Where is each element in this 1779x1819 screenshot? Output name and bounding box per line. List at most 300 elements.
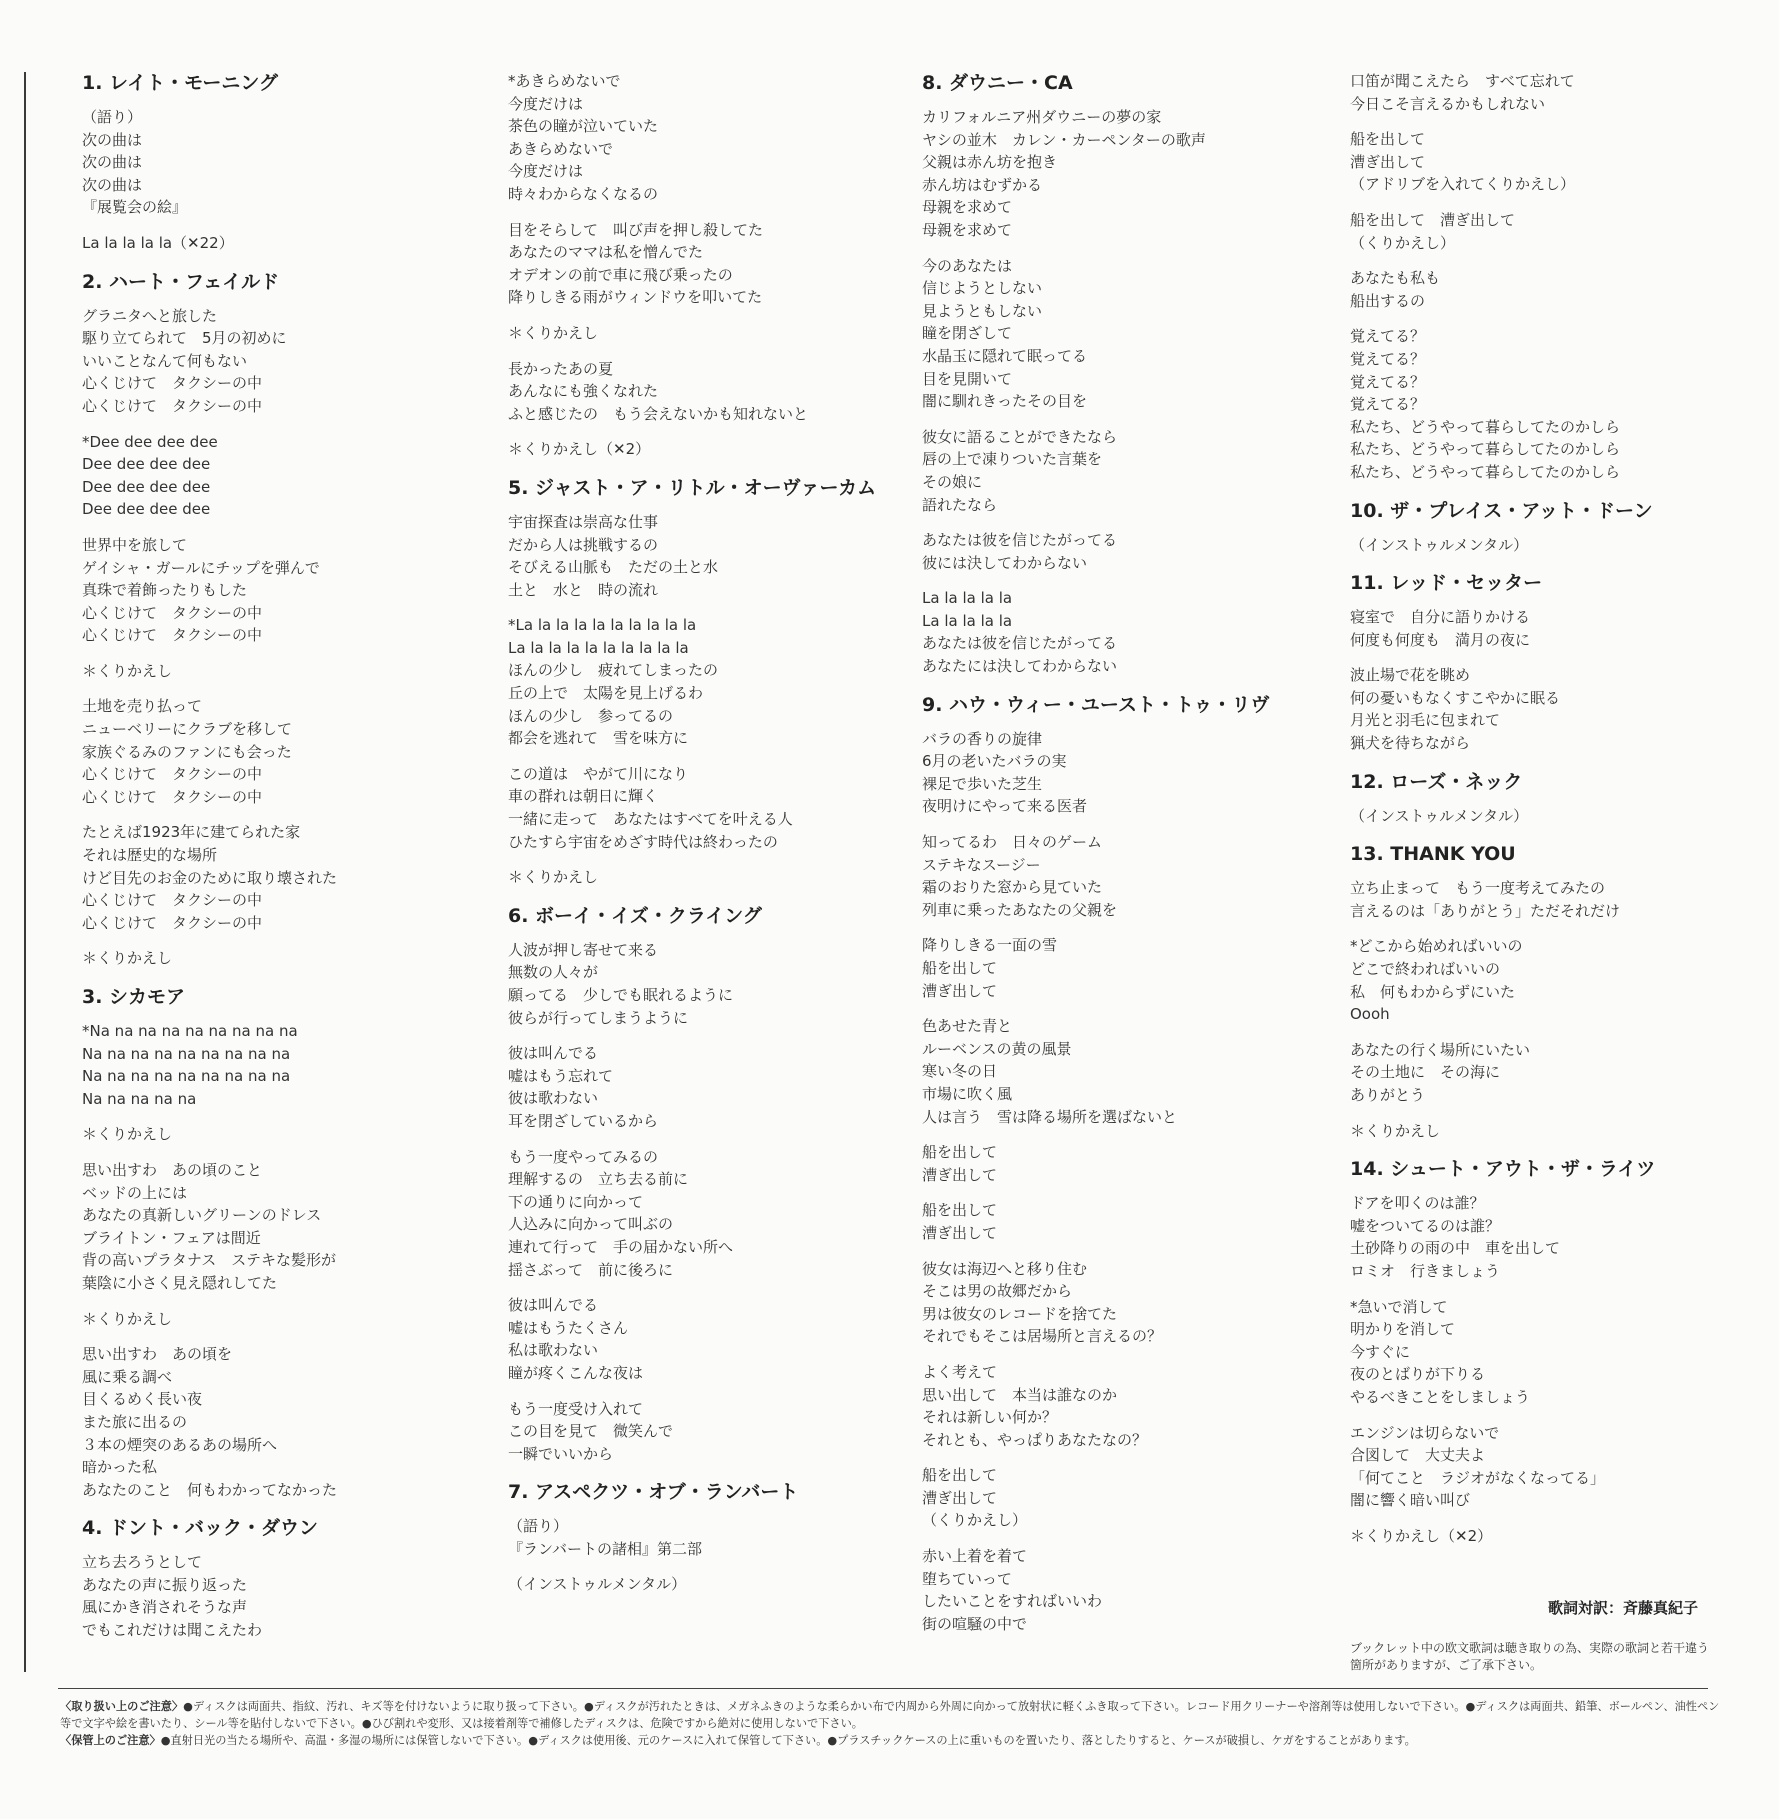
lyric-line: ＊くりかえし	[82, 661, 173, 680]
lyric-stanza	[82, 695, 482, 808]
lyric-line: （くりかえし）	[1350, 233, 1456, 252]
lyric-line: （くりかえし）	[922, 1511, 1028, 1530]
lyric-line: オデオンの前で車に飛び乗ったの	[508, 265, 733, 284]
lyric-line: 信じようとしない	[922, 279, 1043, 298]
lyric-line: そこは男の故郷だから	[922, 1282, 1073, 1301]
lyric-line: 一瞬でいいから	[508, 1444, 614, 1463]
lyric-line: だから人は挑戦するの	[508, 535, 659, 554]
care-notes	[60, 1698, 1725, 1749]
lyric-stanza	[922, 255, 1322, 413]
lyric-line: ＊くりかえし	[82, 949, 173, 968]
lyric-stanza	[1350, 267, 1750, 312]
lyric-line: 今のあなたは	[922, 256, 1013, 275]
lyric-line: 堕ちていって	[922, 1569, 1012, 1588]
lyric-line: 車の群れは朝日に輝く	[508, 787, 659, 806]
lyric-line: あんなにも強くなれた	[508, 382, 659, 401]
lyric-line: La la la la la	[922, 611, 1013, 630]
lyric-stanza	[508, 219, 908, 309]
song-block	[1350, 769, 1750, 828]
lyric-stanza	[922, 831, 1322, 921]
lyric-line: ゲイシャ・ガールにチップを弾んで	[82, 558, 320, 577]
lyric-line: 葉陰に小さく見え隠れしてた	[82, 1273, 278, 1292]
lyric-line: それは歴史的な場所	[82, 846, 218, 865]
song-block	[1350, 498, 1750, 557]
lyric-line: その娘に	[922, 472, 983, 491]
lyric-stanza	[82, 1159, 482, 1295]
lyric-line: 船を出して	[1350, 130, 1426, 149]
lyric-line: ふと感じたの もう会えないかも知れないと	[508, 404, 809, 423]
lyric-line: あなたの行く場所にいたい	[1350, 1040, 1531, 1059]
lyric-stanza	[508, 322, 908, 345]
lyric-stanza	[1350, 877, 1750, 922]
lyric-line: ドアを叩くのは誰？	[1350, 1194, 1485, 1213]
lyric-line: 漕ぎ出して	[922, 1488, 998, 1507]
lyric-line: 闇に馴れきったその目を	[922, 392, 1088, 411]
lyric-line: 船出するの	[1350, 291, 1426, 310]
lyric-stanza	[922, 1545, 1322, 1635]
lyric-stanza	[1350, 805, 1750, 828]
lyric-line: （語り）	[508, 1517, 569, 1536]
song-title: 8. ダウニー・CA	[922, 72, 1073, 94]
lyric-stanza	[82, 1551, 482, 1641]
lyric-line: また旅に出るの	[82, 1412, 188, 1431]
lyric-line: よく考えて	[922, 1362, 998, 1381]
lyric-line: *どこから始めればいいの	[1350, 937, 1523, 956]
lyric-line: Oooh	[1350, 1005, 1390, 1024]
lyric-line: 漕ぎ出して	[922, 1165, 998, 1184]
storage-note	[60, 1732, 1725, 1749]
lyric-line: 立ち止まって もう一度考えてみたの	[1350, 879, 1606, 898]
lyric-stanza	[1350, 606, 1750, 651]
lyric-line: ほんの少し 疲れてしまったの	[508, 661, 719, 680]
song-block	[1350, 70, 1750, 484]
lyric-line: （語り）	[82, 108, 143, 126]
lyric-line: *あきらめないで	[508, 72, 621, 90]
lyric-line: 下の通りに向かって	[508, 1192, 644, 1211]
lyric-line: 背の高いプラタナス ステキな髪形が	[82, 1251, 336, 1270]
lyric-line: 心くじけて タクシーの中	[82, 374, 263, 393]
lyric-line: いいことなんて何もない	[82, 351, 248, 370]
lyric-line: 男は彼女のレコードを捨てた	[922, 1304, 1118, 1323]
lyric-line: 明かりを消して	[1350, 1320, 1456, 1339]
lyric-line: ベッドの上には	[82, 1183, 188, 1202]
song-title: 3. シカモア	[82, 986, 186, 1008]
lyric-line: 夜明けにやって来る医者	[922, 797, 1088, 816]
lyric-stanza	[82, 947, 482, 970]
lyric-line: あなたは彼を信じたがってる	[922, 634, 1118, 653]
lyric-stanza	[82, 232, 482, 255]
lyric-line: 今すぐに	[1350, 1342, 1411, 1361]
lyric-line: ブライトン・フェアは間近	[82, 1228, 261, 1247]
lyric-stanza	[922, 1361, 1322, 1451]
lyric-line: 漕ぎ出して	[922, 1223, 998, 1242]
bottom-divider	[58, 1688, 1708, 1689]
lyric-line: La la la la la la la la la la	[508, 638, 689, 657]
lyric-stanza	[922, 1199, 1322, 1244]
lyric-line: 目を見開いて	[922, 369, 1013, 388]
lyric-line: 土と 水と 時の流れ	[508, 580, 659, 599]
lyric-line: 心くじけて タクシーの中	[82, 603, 263, 622]
lyric-line: Dee dee dee dee	[82, 455, 211, 474]
lyric-line: 長かったあの夏	[508, 359, 614, 378]
song-block	[82, 269, 482, 970]
lyric-stanza	[82, 821, 482, 934]
lyric-line: 嘘はもうたくさん	[508, 1318, 629, 1337]
lyric-stanza	[508, 70, 908, 206]
lyric-stanza	[508, 1294, 908, 1384]
lyric-stanza	[82, 1343, 482, 1501]
lyric-line: 漕ぎ出して	[922, 981, 998, 1000]
lyric-line: 耳を閉ざしているから	[508, 1111, 659, 1130]
lyric-line: 水晶玉に隠れて眠ってる	[922, 346, 1088, 365]
lyric-line: 目くるめく長い夜	[82, 1390, 203, 1409]
lyric-line: ＊くりかえし	[82, 1309, 173, 1328]
lyric-line: 赤ん坊はむずかる	[922, 175, 1043, 194]
lyric-stanza	[922, 728, 1322, 818]
lyric-line: Dee dee dee dee	[82, 500, 211, 519]
lyric-line: 月光と羽毛に包まれて	[1350, 711, 1501, 730]
lyric-line: 土地を売り払って	[82, 697, 203, 716]
song-block	[82, 70, 482, 255]
column-3	[922, 70, 1322, 1649]
lyric-line: 風に乗る調べ	[82, 1367, 173, 1386]
lyric-stanza	[1350, 70, 1750, 115]
lyric-line: La la la la la（✕22）	[82, 233, 234, 252]
lyric-stanza	[922, 1258, 1322, 1348]
lyric-line: 覚えてる？	[1350, 395, 1426, 414]
lyric-line: バラの香りの旋律	[922, 729, 1043, 748]
lyric-line: 願ってる 少しでも眠れるように	[508, 986, 734, 1004]
lyric-line: したいことをすればいいわ	[922, 1592, 1103, 1611]
lyric-line: 風にかき消されそうな声	[82, 1598, 248, 1617]
lyric-line: 列車に乗ったあなたの父親を	[922, 900, 1118, 919]
storage-text: ●直射日光の当たる場所や、高温・多湿の場所には保管しないで下さい。●ディスクは使用後、元のケースに入れて保管して下さい。●プラスチックケースの上に重いものを置いたり、落としたりすると、ケースが破損し、ケガをすることがあります。	[160, 1734, 1416, 1747]
translation-credit: 歌詞対訳：斉藤真紀子	[1548, 1599, 1699, 1617]
column-4	[1350, 70, 1750, 1562]
lyric-line: 次の曲は	[82, 130, 143, 149]
handling-text: ●ディスクは両面共、指紋、汚れ、キズ等を付けないように取り扱って下さい。●ディスクが汚れたときは、メガネふきのような柔らかい布で内周から外周に向かって放射状に軽くふき取って下さい。レコード用クリーナーや溶剤等は使用しないで下さい。●ディスクは両面共、鉛筆、ボールペン、油性ペン等で文字や絵を書いたり、シール等を貼付しないで下さい。●ひび割れや変形、又は接着剤等で補修したディスクは、危険ですから絶対に使用しないで下さい。	[60, 1700, 1720, 1730]
song-title: 5. ジャスト・ア・リトル・オーヴァーカム	[508, 476, 877, 499]
lyric-line: （インストゥルメンタル）	[508, 1575, 687, 1594]
lyric-line: 思い出すわ あの頃を	[82, 1345, 233, 1364]
lyric-line: ありがとう	[1350, 1086, 1426, 1104]
lyric-line: ＊くりかえし（✕2）	[1350, 1526, 1493, 1545]
lyric-line: 色あせた青と	[922, 1017, 1013, 1036]
lyric-line: 裸足で歩いた芝生	[922, 774, 1043, 793]
song-title: 13. THANK YOU	[1350, 843, 1516, 866]
lyric-line: 揺さぶって 前に後ろに	[508, 1260, 674, 1279]
lyric-line: 降りしきる雨がウィンドウを叩いてた	[508, 288, 763, 307]
lyric-line: 言えるのは「ありがとう」ただそれだけ	[1350, 901, 1621, 920]
lyric-line: この道は やがて川になり	[508, 764, 689, 783]
lyric-line: 彼は叫んでる	[508, 1044, 599, 1063]
lyric-line: *Dee dee dee dee	[82, 432, 218, 451]
lyric-line: 嘘をついてるのは誰？	[1350, 1216, 1501, 1235]
lyric-stanza	[508, 1573, 908, 1596]
lyric-line: 何の憂いもなくすこやかに眠る	[1350, 688, 1561, 707]
song-block	[82, 1515, 482, 1641]
lyric-line: 立ち去ろうとして	[82, 1553, 203, 1572]
lyric-line: 次の曲は	[82, 175, 143, 194]
lyric-line: もう一度やってみるの	[508, 1147, 659, 1166]
lyric-line: 連れて行って 手の届かない所へ	[508, 1237, 734, 1256]
lyric-line: 瞳が疼くこんな夜は	[508, 1363, 644, 1382]
lyric-line: （インストゥルメンタル）	[1350, 806, 1529, 825]
song-title: 2. ハート・フェイルド	[82, 270, 280, 293]
lyric-line: 霜のおりた窓から見ていた	[922, 878, 1103, 897]
lyric-line: 心くじけて タクシーの中	[82, 626, 263, 645]
lyric-line: エンジンは切らないで	[1350, 1423, 1500, 1442]
lyric-line: 船を出して	[922, 1201, 998, 1220]
song-block	[508, 475, 908, 889]
lyric-line: 一緒に走って あなたはすべてを叶える人	[508, 810, 793, 829]
lyric-line: 何度も何度も 満月の夜に	[1350, 630, 1531, 649]
lyric-line: ＊くりかえし	[508, 868, 599, 887]
lyric-line: 彼女に語ることができたなら	[922, 427, 1118, 446]
lyric-line: ヤシの並木 カレン・カーペンターの歌声	[922, 130, 1206, 149]
song-block	[82, 984, 482, 1501]
lyric-stanza	[922, 1141, 1322, 1186]
lyric-line: 土砂降りの雨の中 車を出して	[1350, 1239, 1561, 1258]
lyric-line: あなたの声に振り返った	[82, 1575, 248, 1594]
lyric-line: 心くじけて タクシーの中	[82, 891, 263, 910]
lyric-line: 次の曲は	[82, 153, 143, 172]
song-block	[922, 692, 1322, 1636]
lyric-line: 茶色の瞳が泣いていた	[508, 117, 659, 136]
lyric-line: 駆り立てられて 5月の初めに	[82, 329, 287, 348]
lyric-line: あきらめないで	[508, 139, 614, 158]
song-title: 6. ボーイ・イズ・クライング	[508, 904, 762, 927]
lyric-line: 心くじけて タクシーの中	[82, 913, 263, 932]
lyric-line: 口笛が聞こえたら すべて忘れて	[1350, 72, 1575, 90]
lyric-line: その土地に その海に	[1350, 1063, 1501, 1082]
lyric-line: 人は言う 雪は降る場所を選ばないと	[922, 1107, 1178, 1126]
lyric-line: あなたには決してわからない	[922, 657, 1118, 676]
lyric-stanza	[1350, 935, 1750, 1025]
lyric-line: どこで終わればいいの	[1350, 960, 1501, 979]
lyric-stanza	[508, 1042, 908, 1132]
lyric-stanza	[82, 660, 482, 683]
left-border-line	[24, 72, 26, 1672]
lyric-line: 心くじけて タクシーの中	[82, 396, 263, 415]
lyric-line: たとえば1923年に建てられた家	[82, 823, 301, 842]
lyric-stanza	[82, 1123, 482, 1146]
lyric-line: 今度だけは	[508, 162, 584, 181]
lyric-line: カリフォルニア州ダウニーの夢の家	[922, 108, 1162, 126]
lyric-stanza	[508, 1398, 908, 1466]
song-block	[508, 70, 908, 461]
lyric-line: ステキなスージー	[922, 855, 1041, 874]
lyric-line: 猟犬を待ちながら	[1350, 734, 1471, 753]
song-title: 11. レッド・セッター	[1350, 572, 1543, 595]
lyric-line: 知ってるわ 日々のゲーム	[922, 833, 1103, 852]
lyric-stanza	[1350, 664, 1750, 754]
lyric-stanza	[508, 614, 908, 750]
lyric-line: 今日こそ言えるかもしれない	[1350, 94, 1546, 113]
lyric-stanza	[1350, 325, 1750, 483]
lyric-line: 私たち、どうやって暮らしてたのかしら	[1350, 417, 1621, 436]
lyric-stanza	[82, 305, 482, 418]
lyric-stanza	[922, 934, 1322, 1002]
lyric-line: 唇の上で凍りついた言葉を	[922, 450, 1103, 469]
song-block	[508, 1479, 908, 1596]
lyric-line: 覚えてる？	[1350, 349, 1426, 368]
lyric-line: 『展覧会の絵』	[82, 198, 188, 217]
lyric-stanza	[1350, 1192, 1750, 1282]
column-1	[82, 70, 482, 1656]
lyric-line: 心くじけて タクシーの中	[82, 765, 263, 784]
lyric-line: 無数の人々が	[508, 963, 599, 982]
song-block	[1350, 841, 1750, 1142]
lyric-stanza	[508, 438, 908, 461]
song-title: 14. シュート・アウト・ザ・ライツ	[1350, 1158, 1656, 1181]
lyric-stanza	[1350, 128, 1750, 196]
lyric-line: 母親を求めて	[922, 220, 1013, 239]
lyric-line: 寒い冬の日	[922, 1062, 998, 1081]
lyric-line: 世界中を旅して	[82, 535, 188, 554]
lyric-line: 街の喧騒の中で	[922, 1614, 1028, 1633]
lyric-line: Na na na na na	[82, 1089, 197, 1108]
lyric-line: 「何てこと ラジオがなくなってる」	[1350, 1468, 1606, 1487]
lyric-line: 理解するの 立ち去る前に	[508, 1170, 689, 1189]
lyric-line: 見ようともしない	[922, 301, 1043, 320]
lyric-stanza	[82, 431, 482, 521]
lyric-line: （インストゥルメンタル）	[1350, 535, 1529, 554]
lyric-line: それとも、やっぱりあなたなの？	[922, 1430, 1148, 1449]
lyric-line: それは新しい何か？	[922, 1408, 1058, 1427]
lyric-line: （アドリブを入れてくりかえし）	[1350, 175, 1576, 194]
lyric-stanza	[1350, 1296, 1750, 1409]
lyric-line: 語れたなら	[922, 495, 998, 514]
lyric-line: 私は歌わない	[508, 1341, 599, 1360]
lyric-line: 父親は赤ん坊を抱き	[922, 153, 1058, 172]
lyric-stanza	[1350, 1422, 1750, 1512]
lyric-line: La la la la la	[922, 589, 1013, 608]
lyric-line: 彼には決してわからない	[922, 553, 1088, 572]
lyric-line: 6月の老いたバラの実	[922, 752, 1067, 771]
lyric-line: あなたのこと 何もわかってなかった	[82, 1480, 338, 1499]
lyric-stanza	[1350, 534, 1750, 557]
lyric-line: ＊くりかえし	[508, 323, 599, 342]
lyric-line: Dee dee dee dee	[82, 477, 211, 496]
lyric-stanza	[1350, 1120, 1750, 1143]
lyric-line: 船を出して	[922, 959, 998, 977]
lyric-line: 降りしきる一面の雪	[922, 936, 1058, 955]
lyric-stanza	[82, 1020, 482, 1110]
lyric-line: 私 何もわからずにいた	[1350, 982, 1516, 1001]
song-block	[508, 903, 908, 1465]
lyric-line: あなたは彼を信じたがってる	[922, 531, 1118, 550]
lyric-line: Na na na na na na na na na	[82, 1044, 291, 1063]
song-title: 1. レイト・モーニング	[82, 72, 278, 94]
lyric-line: 人波が押し寄せて来る	[508, 940, 659, 959]
lyric-line: 瞳を閉ざして	[922, 324, 1013, 343]
lyric-line: ＊くりかえし（✕2）	[508, 440, 651, 459]
lyric-line: 覚えてる？	[1350, 327, 1426, 346]
lyric-line: 船を出して 漕ぎ出して	[1350, 210, 1516, 229]
lyric-line: 寝室で 自分に語りかける	[1350, 608, 1531, 627]
lyric-line: 船を出して	[922, 1466, 998, 1485]
song-title: 4. ドント・バック・ダウン	[82, 1517, 319, 1540]
lyric-stanza	[508, 866, 908, 889]
lyric-line: 人込みに向かって叫ぶの	[508, 1215, 674, 1234]
lyric-stanza	[82, 106, 482, 219]
lyric-line: 時々わからなくなるの	[508, 184, 659, 203]
lyric-line: あなたの真新しいグリーンのドレス	[82, 1206, 322, 1225]
lyric-stanza	[508, 1146, 908, 1282]
lyric-line: もう一度受け入れて	[508, 1399, 644, 1418]
lyric-line: 波止場で花を眺め	[1350, 666, 1471, 685]
lyric-line: 彼女は海辺へと移り住む	[922, 1259, 1088, 1278]
lyric-line: やるべきことをしましょう	[1350, 1387, 1531, 1406]
lyric-stanza	[82, 1308, 482, 1331]
lyric-line: ＊くりかえし	[1350, 1121, 1441, 1140]
lyric-line: 彼は歌わない	[508, 1089, 599, 1108]
lyric-line: でもこれだけは聞こえたわ	[82, 1621, 263, 1640]
storage-heading: 〈保管上のご注意〉	[60, 1734, 161, 1747]
lyric-stanza	[508, 358, 908, 426]
lyric-line: そびえる山脈も ただの土と水	[508, 558, 719, 577]
song-title: 9. ハウ・ウィー・ユースト・トゥ・リヴ	[922, 693, 1270, 716]
lyric-line: 都会を逃れて 雪を味方に	[508, 729, 689, 748]
song-title: 7. アスペクツ・オブ・ランバート	[508, 1481, 799, 1504]
lyric-stanza	[922, 587, 1322, 677]
lyric-line: 思い出して 本当は誰なのか	[922, 1385, 1118, 1404]
lyric-stanza	[922, 106, 1322, 242]
lyric-line: あなたのママは私を憎んでた	[508, 243, 704, 262]
lyric-line: 真珠で着飾ったりもした	[82, 581, 248, 600]
booklet-note: ブックレット中の欧文歌詞は聴き取りの為、実際の歌詞と若干違う箇所がありますが、ご了承下さい。	[1350, 1641, 1710, 1672]
song-block	[1350, 570, 1750, 755]
lyric-line: 『ランバートの諸相』第二部	[508, 1539, 702, 1558]
lyric-line: 宇宙探査は崇高な仕事	[508, 512, 659, 531]
lyric-line: ニューベリーにクラブを移して	[82, 720, 293, 739]
lyric-line: 覚えてる？	[1350, 372, 1426, 391]
lyric-stanza	[922, 426, 1322, 516]
lyric-stanza	[82, 534, 482, 647]
song-title: 10. ザ・プレイス・アット・ドーン	[1350, 499, 1653, 522]
lyric-line: 漕ぎ出して	[1350, 152, 1426, 171]
column-2	[508, 70, 908, 1610]
lyric-line: *Na na na na na na na na na	[82, 1022, 298, 1040]
lyric-line: 心くじけて タクシーの中	[82, 787, 263, 806]
lyric-stanza	[922, 1464, 1322, 1532]
lyric-line: 私たち、どうやって暮らしてたのかしら	[1350, 462, 1621, 481]
lyric-stanza	[508, 763, 908, 853]
lyric-line: 彼は叫んでる	[508, 1296, 599, 1315]
lyric-line: 赤い上着を着て	[922, 1547, 1028, 1566]
lyric-line: *La la la la la la la la la la	[508, 616, 697, 635]
lyric-line: ３本の煙突のあるあの場所へ	[82, 1435, 278, 1454]
lyric-line: ロミオ 行きましょう	[1350, 1261, 1501, 1280]
lyric-line: ＊くりかえし	[82, 1125, 173, 1144]
lyric-line: 闇に響く暗い叫び	[1350, 1491, 1471, 1510]
lyric-line: ひたすら宇宙をめざす時代は終わったの	[508, 832, 778, 851]
lyric-line: 家族ぐるみのファンにも会った	[82, 742, 292, 761]
song-title: 12. ローズ・ネック	[1350, 770, 1523, 793]
song-block	[1350, 1156, 1750, 1547]
song-block	[922, 70, 1322, 678]
lyric-line: 嘘はもう忘れて	[508, 1066, 614, 1085]
lyric-line: 夜のとばりが下りる	[1350, 1365, 1486, 1384]
lyric-line: Na na na na na na na na na	[82, 1067, 291, 1086]
lyric-line: 母親を求めて	[922, 198, 1013, 217]
lyric-line: この目を見て 微笑んで	[508, 1422, 674, 1441]
handling-note	[60, 1698, 1725, 1732]
lyric-line: 丘の上で 太陽を見上げるわ	[508, 684, 704, 703]
lyric-stanza	[922, 529, 1322, 574]
lyric-line: *急いで消して	[1350, 1297, 1448, 1316]
